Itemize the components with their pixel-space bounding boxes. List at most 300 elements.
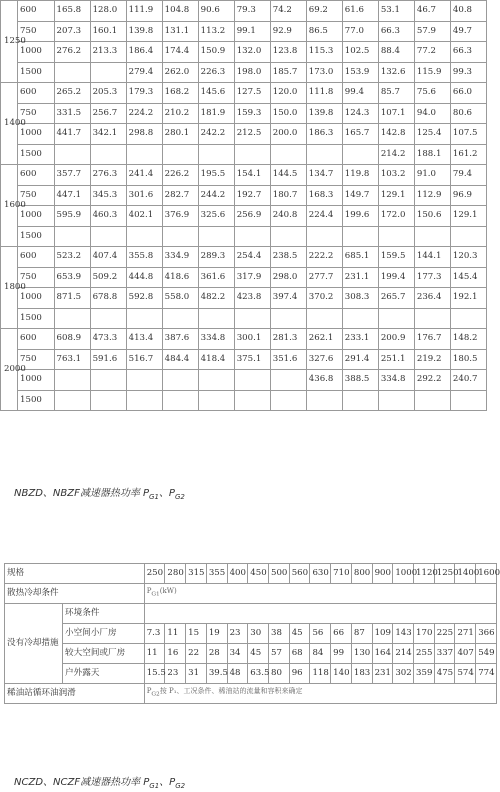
value-cell: 231.1: [342, 267, 378, 288]
value-cell: 271: [455, 624, 476, 644]
value-cell: 200.9: [378, 329, 414, 350]
value-cell: [162, 370, 198, 391]
value-cell: 241.4: [126, 165, 162, 186]
value-cell: 255: [414, 644, 435, 664]
value-cell: 256.9: [234, 206, 270, 227]
value-cell: 460.3: [90, 206, 126, 227]
speed-cell: 750: [18, 349, 55, 370]
table-row: [1, 226, 487, 247]
value-cell: 334.8: [198, 329, 234, 350]
environment-row: [5, 644, 497, 664]
value-cell: 473.3: [90, 329, 126, 350]
value-cell: [414, 308, 450, 329]
size-cell: 280: [165, 564, 186, 584]
value-cell: 413.4: [126, 329, 162, 350]
value-cell: 66: [331, 624, 352, 644]
table-row: [1, 308, 487, 329]
value-cell: [342, 226, 378, 247]
value-cell: [54, 390, 90, 411]
value-cell: 15.5: [144, 664, 165, 684]
value-cell: 188.1: [414, 144, 450, 165]
value-cell: 68: [289, 644, 310, 664]
value-cell: 256.7: [90, 103, 126, 124]
value-cell: 132.6: [378, 62, 414, 83]
value-cell: 150.6: [414, 206, 450, 227]
speed-cell: 750: [18, 21, 55, 42]
environment-row: [5, 624, 497, 644]
value-cell: 30: [248, 624, 269, 644]
table-row: [1, 329, 487, 350]
value-cell: 107.5: [450, 124, 486, 145]
table-row: [1, 206, 487, 227]
speed-cell: 600: [18, 83, 55, 104]
size-cell: 900: [372, 564, 393, 584]
value-cell: 11: [144, 644, 165, 664]
value-cell: [126, 144, 162, 165]
value-cell: 144.1: [414, 247, 450, 268]
value-cell: 140: [331, 664, 352, 684]
table-row: [1, 247, 487, 268]
value-cell: 302: [393, 664, 414, 684]
value-cell: 132.0: [234, 42, 270, 63]
size-cell: 1000: [393, 564, 414, 584]
value-cell: 678.8: [90, 288, 126, 309]
speed-cell: 1000: [18, 124, 55, 145]
value-cell: 46.7: [414, 1, 450, 22]
value-cell: [414, 226, 450, 247]
value-cell: [162, 390, 198, 411]
value-cell: 334.9: [162, 247, 198, 268]
value-cell: 129.1: [378, 185, 414, 206]
value-cell: 334.8: [378, 370, 414, 391]
value-cell: 102.5: [342, 42, 378, 63]
value-cell: 214: [393, 644, 414, 664]
value-cell: [270, 370, 306, 391]
speed-cell: 1000: [18, 370, 55, 391]
value-cell: 653.9: [54, 267, 90, 288]
value-cell: 592.8: [126, 288, 162, 309]
size-cell: 800: [351, 564, 372, 584]
value-cell: 549: [476, 644, 497, 664]
value-cell: 145.6: [198, 83, 234, 104]
value-cell: [306, 226, 342, 247]
value-cell: 366: [476, 624, 497, 644]
value-cell: 484.4: [162, 349, 198, 370]
value-cell: 407.4: [90, 247, 126, 268]
value-cell: 185.7: [270, 62, 306, 83]
value-cell: 99.3: [450, 62, 486, 83]
speed-cell: 1500: [18, 308, 55, 329]
section-heading-nczd: NCZD、NCZF减速器热功率 $P_{G1}$、$P_{G2}$: [14, 777, 186, 790]
size-cell: 630: [310, 564, 331, 584]
value-cell: 180.5: [450, 349, 486, 370]
size-cell: 1600: [476, 564, 497, 584]
value-cell: 130: [351, 644, 372, 664]
value-cell: 104.8: [162, 1, 198, 22]
value-cell: 168.3: [306, 185, 342, 206]
value-cell: 331.5: [54, 103, 90, 124]
size-cell: 560: [289, 564, 310, 584]
value-cell: [90, 390, 126, 411]
value-cell: 159.3: [234, 103, 270, 124]
table-row: [1, 165, 487, 186]
value-cell: 56: [310, 624, 331, 644]
value-cell: 376.9: [162, 206, 198, 227]
value-cell: 74.2: [270, 1, 306, 22]
value-cell: [306, 144, 342, 165]
value-cell: 325.6: [198, 206, 234, 227]
value-cell: [270, 144, 306, 165]
power-group-cell: 2000: [1, 329, 18, 411]
value-cell: 418.4: [198, 349, 234, 370]
value-cell: 388.5: [342, 370, 378, 391]
value-cell: 165.7: [342, 124, 378, 145]
value-cell: 31: [186, 664, 207, 684]
value-cell: 145.4: [450, 267, 486, 288]
power-group-cell: 1800: [1, 247, 18, 329]
value-cell: [90, 308, 126, 329]
value-cell: [126, 226, 162, 247]
value-cell: 444.8: [126, 267, 162, 288]
empty-cell: [144, 604, 496, 624]
value-cell: 763.1: [54, 349, 90, 370]
value-cell: 85.7: [378, 83, 414, 104]
value-cell: 447.1: [54, 185, 90, 206]
value-cell: 48: [227, 664, 248, 684]
value-cell: [198, 390, 234, 411]
value-cell: 224.2: [126, 103, 162, 124]
value-cell: 150.0: [270, 103, 306, 124]
value-cell: 113.2: [198, 21, 234, 42]
value-cell: 298.0: [270, 267, 306, 288]
value-cell: 128.0: [90, 1, 126, 22]
table-row: [1, 349, 487, 370]
speed-cell: 600: [18, 1, 55, 22]
value-cell: 87: [351, 624, 372, 644]
value-cell: 195.5: [198, 165, 234, 186]
value-cell: 276.2: [54, 42, 90, 63]
value-cell: 131.1: [162, 21, 198, 42]
value-cell: 183: [351, 664, 372, 684]
value-cell: 441.7: [54, 124, 90, 145]
value-cell: 475: [434, 664, 455, 684]
value-cell: 28: [206, 644, 227, 664]
value-cell: 15: [186, 624, 207, 644]
no-cooling-label: 没有冷却措施: [5, 604, 63, 684]
value-cell: [378, 226, 414, 247]
value-cell: [270, 390, 306, 411]
value-cell: 199.4: [378, 267, 414, 288]
value-cell: 92.9: [270, 21, 306, 42]
environment-row-label: 户外露天: [63, 664, 145, 684]
value-cell: 212.5: [234, 124, 270, 145]
value-cell: 254.4: [234, 247, 270, 268]
size-cell: 450: [248, 564, 269, 584]
value-cell: 23: [227, 624, 248, 644]
value-cell: 317.9: [234, 267, 270, 288]
value-cell: 233.1: [342, 329, 378, 350]
value-cell: 262.0: [162, 62, 198, 83]
value-cell: 161.2: [450, 144, 486, 165]
value-cell: [54, 370, 90, 391]
value-cell: 168.2: [162, 83, 198, 104]
value-cell: 139.8: [306, 103, 342, 124]
value-cell: 265.7: [378, 288, 414, 309]
value-cell: 86.5: [306, 21, 342, 42]
value-cell: 301.6: [126, 185, 162, 206]
value-cell: 170: [414, 624, 435, 644]
value-cell: 423.8: [234, 288, 270, 309]
speed-cell: 1500: [18, 144, 55, 165]
value-cell: 387.6: [162, 329, 198, 350]
value-cell: 61.6: [342, 1, 378, 22]
value-cell: [54, 144, 90, 165]
speed-cell: 600: [18, 247, 55, 268]
value-cell: [54, 62, 90, 83]
section-heading-nbzd: NBZD、NBZF减速器热功率 $P_{G1}$、$P_{G2}$: [14, 488, 185, 501]
value-cell: 509.2: [90, 267, 126, 288]
environment-label: 环境条件: [63, 604, 145, 624]
environment-row-label: 较大空间或厂房: [63, 644, 145, 664]
value-cell: 210.2: [162, 103, 198, 124]
value-cell: 180.7: [270, 185, 306, 206]
value-cell: 38: [269, 624, 290, 644]
value-cell: 99: [331, 644, 352, 664]
value-cell: 436.8: [306, 370, 342, 391]
value-cell: 75.6: [414, 83, 450, 104]
value-cell: 214.2: [378, 144, 414, 165]
value-cell: [234, 144, 270, 165]
value-cell: 244.2: [198, 185, 234, 206]
power-group-cell: 1400: [1, 83, 18, 165]
value-cell: 103.2: [378, 165, 414, 186]
value-cell: 186.4: [126, 42, 162, 63]
speed-cell: 1500: [18, 62, 55, 83]
value-cell: 96.9: [450, 185, 486, 206]
value-cell: 370.2: [306, 288, 342, 309]
value-cell: 516.7: [126, 349, 162, 370]
value-cell: 120.0: [270, 83, 306, 104]
value-cell: 39.5: [206, 664, 227, 684]
value-cell: 595.9: [54, 206, 90, 227]
value-cell: 222.2: [306, 247, 342, 268]
value-cell: 397.4: [270, 288, 306, 309]
value-cell: 281.3: [270, 329, 306, 350]
value-cell: 45: [289, 624, 310, 644]
value-cell: 77.0: [342, 21, 378, 42]
value-cell: 262.1: [306, 329, 342, 350]
value-cell: 16: [165, 644, 186, 664]
value-cell: 107.1: [378, 103, 414, 124]
table-row: [1, 288, 487, 309]
value-cell: 129.1: [450, 206, 486, 227]
value-cell: 279.4: [126, 62, 162, 83]
value-cell: 11: [165, 624, 186, 644]
value-cell: 240.7: [450, 370, 486, 391]
value-cell: 172.0: [378, 206, 414, 227]
value-cell: 49.7: [450, 21, 486, 42]
value-cell: 84: [310, 644, 331, 664]
value-cell: 205.3: [90, 83, 126, 104]
speed-cell: 1500: [18, 226, 55, 247]
power-group-cell: 1250: [1, 1, 18, 83]
cooling-condition-label: 散热冷却条件: [5, 584, 145, 604]
value-cell: 574: [455, 664, 476, 684]
value-cell: 291.4: [342, 349, 378, 370]
value-cell: [126, 370, 162, 391]
value-cell: 125.4: [414, 124, 450, 145]
value-cell: 558.0: [162, 288, 198, 309]
value-cell: 402.1: [126, 206, 162, 227]
value-cell: [378, 390, 414, 411]
value-cell: 276.3: [90, 165, 126, 186]
table-row: [1, 42, 487, 63]
value-cell: 123.8: [270, 42, 306, 63]
value-cell: 148.2: [450, 329, 486, 350]
value-cell: 142.8: [378, 124, 414, 145]
value-cell: [234, 390, 270, 411]
value-cell: [198, 144, 234, 165]
value-cell: 57: [269, 644, 290, 664]
value-cell: 77.2: [414, 42, 450, 63]
value-cell: 53.1: [378, 1, 414, 22]
table-row: [1, 103, 487, 124]
value-cell: 591.6: [90, 349, 126, 370]
environment-row: [5, 664, 497, 684]
value-cell: 280.1: [162, 124, 198, 145]
size-cell: 315: [186, 564, 207, 584]
value-cell: 345.3: [90, 185, 126, 206]
value-cell: [162, 144, 198, 165]
value-cell: 160.1: [90, 21, 126, 42]
speed-cell: 600: [18, 165, 55, 186]
value-cell: 174.4: [162, 42, 198, 63]
value-cell: 134.7: [306, 165, 342, 186]
value-cell: 22: [186, 644, 207, 664]
value-cell: 231: [372, 664, 393, 684]
value-cell: 111.8: [306, 83, 342, 104]
size-cell: 250: [144, 564, 165, 584]
table-row: [1, 62, 487, 83]
value-cell: 200.0: [270, 124, 306, 145]
value-cell: 119.8: [342, 165, 378, 186]
value-cell: 154.1: [234, 165, 270, 186]
value-cell: 774: [476, 664, 497, 684]
value-cell: [378, 308, 414, 329]
value-cell: 139.8: [126, 21, 162, 42]
table-row: [1, 267, 487, 288]
size-cell: 1400: [455, 564, 476, 584]
value-cell: 159.5: [378, 247, 414, 268]
table-row: [1, 370, 487, 391]
value-cell: [270, 308, 306, 329]
value-cell: 308.3: [342, 288, 378, 309]
value-cell: 79.4: [450, 165, 486, 186]
value-cell: 91.0: [414, 165, 450, 186]
value-cell: 153.9: [342, 62, 378, 83]
value-cell: 112.9: [414, 185, 450, 206]
value-cell: [342, 390, 378, 411]
value-cell: 482.2: [198, 288, 234, 309]
value-cell: 871.5: [54, 288, 90, 309]
value-cell: [90, 144, 126, 165]
value-cell: 407: [455, 644, 476, 664]
value-cell: [450, 308, 486, 329]
value-cell: [306, 308, 342, 329]
value-cell: 94.0: [414, 103, 450, 124]
value-cell: 143: [393, 624, 414, 644]
value-cell: 224.4: [306, 206, 342, 227]
oil-lubrication-text: $P_{G2}$按 P₁、工况条件、稀油站的流量和容积来确定: [144, 684, 496, 704]
value-cell: 80: [269, 664, 290, 684]
oil-lubrication-row: [5, 684, 497, 704]
value-cell: 34: [227, 644, 248, 664]
value-cell: [162, 308, 198, 329]
value-cell: [342, 144, 378, 165]
value-cell: [234, 370, 270, 391]
value-cell: [234, 308, 270, 329]
speed-cell: 1000: [18, 288, 55, 309]
value-cell: 361.6: [198, 267, 234, 288]
value-cell: [414, 390, 450, 411]
value-cell: 282.7: [162, 185, 198, 206]
value-cell: 192.1: [450, 288, 486, 309]
value-cell: [342, 308, 378, 329]
table-row: [1, 83, 487, 104]
table-row: [1, 390, 487, 411]
value-cell: [90, 226, 126, 247]
value-cell: 109: [372, 624, 393, 644]
value-cell: 118: [310, 664, 331, 684]
speed-cell: 1500: [18, 390, 55, 411]
value-cell: [198, 226, 234, 247]
value-cell: 173.0: [306, 62, 342, 83]
speed-cell: 750: [18, 103, 55, 124]
value-cell: 177.3: [414, 267, 450, 288]
thermal-power-table-lower: [4, 563, 500, 704]
value-cell: 181.9: [198, 103, 234, 124]
value-cell: 69.2: [306, 1, 342, 22]
value-cell: [306, 390, 342, 411]
value-cell: 355.8: [126, 247, 162, 268]
value-cell: 523.2: [54, 247, 90, 268]
table-row: [1, 124, 487, 145]
environment-row-label: 小空间小厂房: [63, 624, 145, 644]
value-cell: 164: [372, 644, 393, 664]
value-cell: 608.9: [54, 329, 90, 350]
value-cell: 120.3: [450, 247, 486, 268]
value-cell: 685.1: [342, 247, 378, 268]
value-cell: [126, 308, 162, 329]
speed-cell: 600: [18, 329, 55, 350]
value-cell: 150.9: [198, 42, 234, 63]
value-cell: 57.9: [414, 21, 450, 42]
speed-cell: 750: [18, 185, 55, 206]
value-cell: 240.8: [270, 206, 306, 227]
value-cell: 111.9: [126, 1, 162, 22]
size-header-label: 规格: [5, 564, 145, 584]
table-row: [1, 1, 487, 22]
value-cell: [54, 226, 90, 247]
value-cell: 359: [414, 664, 435, 684]
value-cell: 99.4: [342, 83, 378, 104]
value-cell: 63.5: [248, 664, 269, 684]
value-cell: 7.3: [144, 624, 165, 644]
size-cell: 1250: [434, 564, 455, 584]
oil-lubrication-label: 稀油站循环油润滑: [5, 684, 145, 704]
value-cell: 66.0: [450, 83, 486, 104]
value-cell: 192.7: [234, 185, 270, 206]
